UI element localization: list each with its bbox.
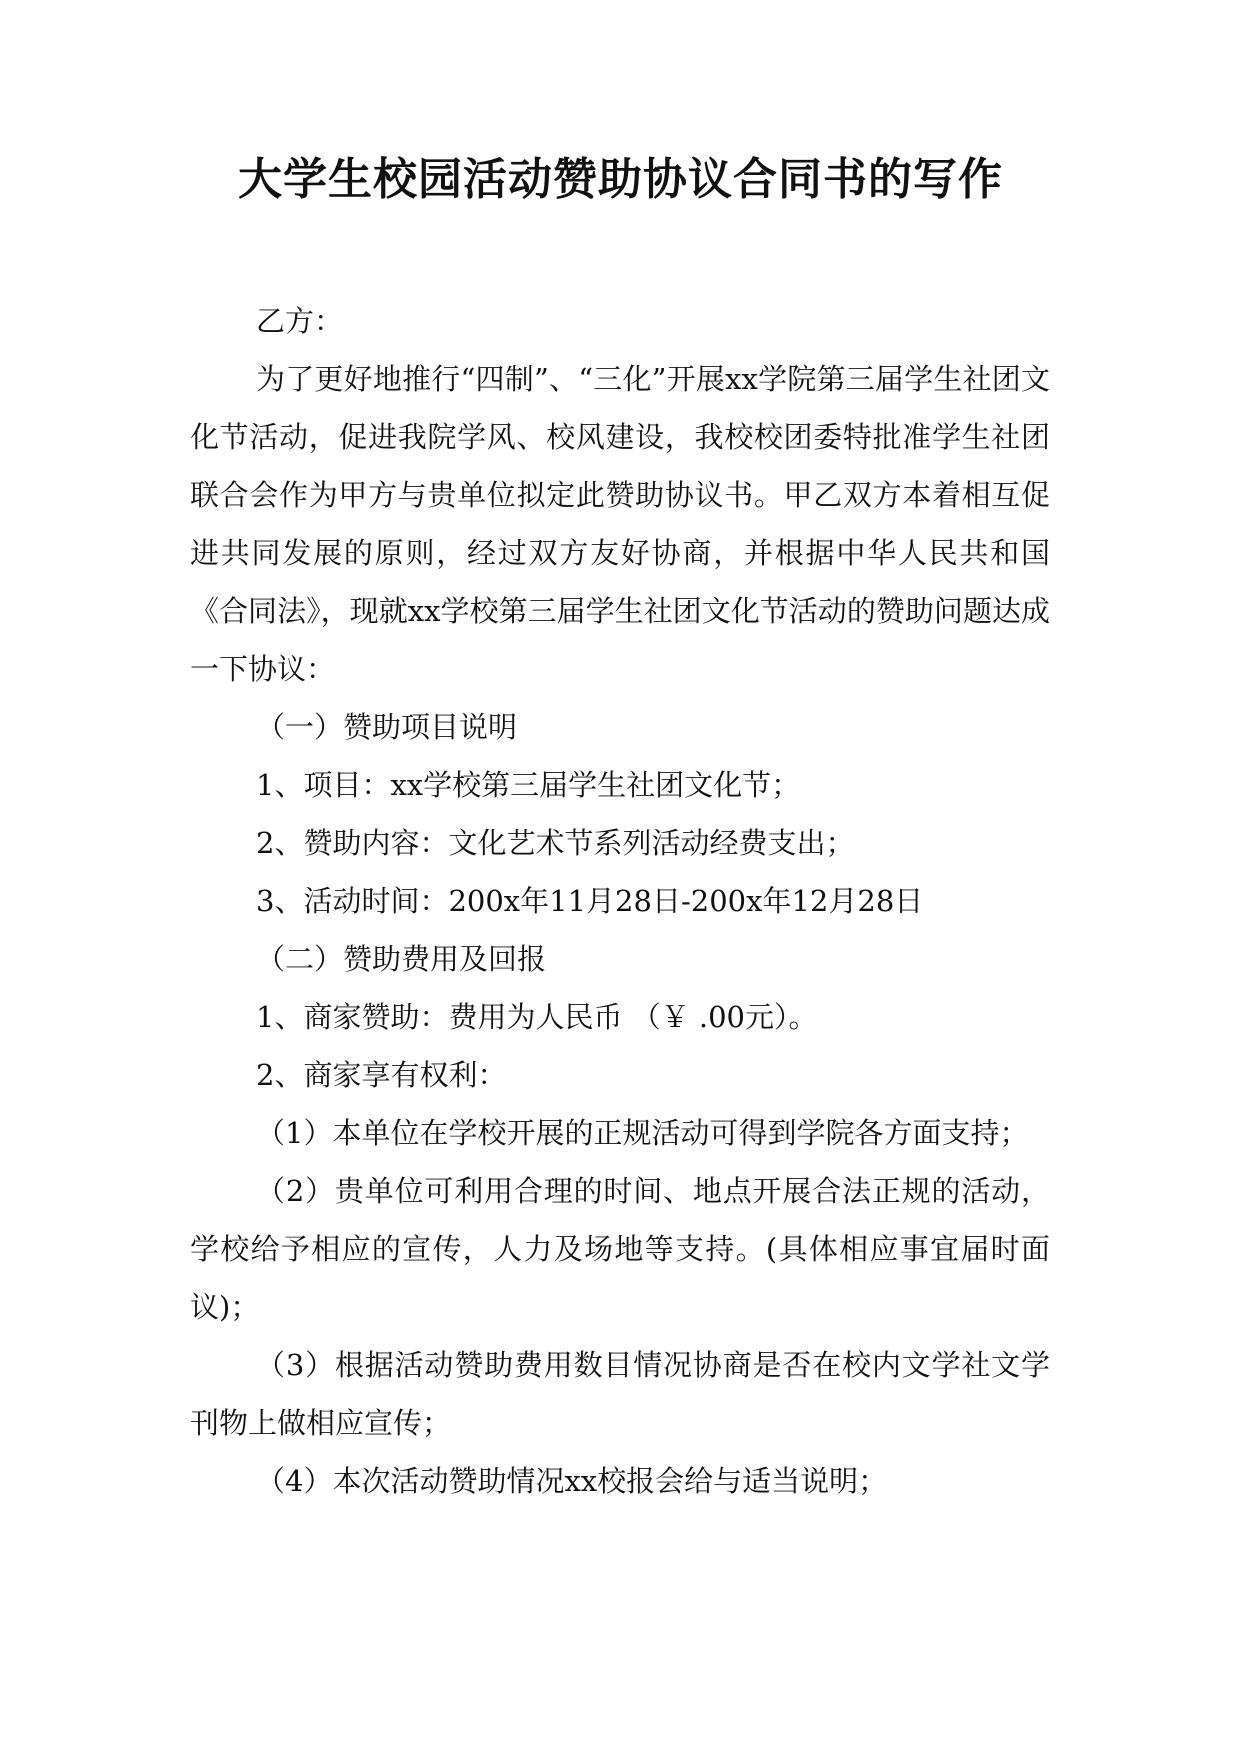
list-item: （4）本次活动赞助情况xx校报会给与适当说明； — [256, 1464, 888, 1498]
list-item: 1、项目：xx学校第三届学生社团文化节； — [256, 768, 801, 802]
list-item: （1）本单位在学校开展的正规活动可得到学院各方面支持； — [256, 1116, 1029, 1150]
section-heading-1: （一）赞助项目说明 — [256, 710, 518, 744]
list-item: 1、商家赞助：费用为人民币 （￥ .00元）。 — [256, 1000, 818, 1034]
document-title: 大学生校园活动赞助协议合同书的写作 — [238, 154, 1003, 205]
intro-paragraph: 为了更好地推行“四制”、“三化”开展xx学院第三届学生社团文化节活动，促进我院学风、校风建设，我校校团委特批准学生社团联合会作为甲方与贵单位拟定此赞助协议书。甲乙双方本着相互促进共同发展的原则，经过双方友好协商，并根据中华人民共和国《合同法》，现就xx学校第三届学生社团文化节活动的赞助问题达成一下协议： — [190, 362, 1050, 686]
list-item: （2）贵单位可利用合理的时间、地点开展合法正规的活动，学校给予相应的宣传，人力及场地等支持。(具体相应事宜届时面议)； — [190, 1174, 1050, 1324]
section-heading-2: （二）赞助费用及回报 — [256, 942, 547, 976]
list-item: 2、商家享有权利： — [256, 1058, 507, 1092]
list-item: （3）根据活动赞助费用数目情况协商是否在校内文学社文学刊物上做相应宣传； — [190, 1348, 1050, 1440]
list-item: 2、赞助内容：文化艺术节系列活动经费支出； — [256, 826, 855, 860]
list-item: 3、活动时间：200x年11月28日-200x年12月28日 — [256, 884, 924, 918]
document-body — [190, 292, 1050, 1510]
party-b-line: 乙方： — [256, 304, 344, 338]
